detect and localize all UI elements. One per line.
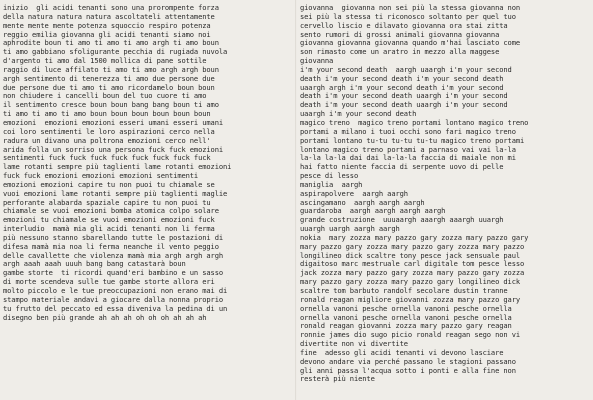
text-line: emozioni emozioni emozioni esseri umani esseri umani: [3, 118, 223, 127]
text-line: portami lontano tu-tu tu-tu tu-tu magico treno portami: [300, 136, 525, 145]
text-line: nokia mary zozza mary pazzo gary zozza mary pazzo gary: [300, 233, 529, 242]
text-line: portami a milano i tuoi occhi sono fari magico treno: [300, 127, 516, 136]
text-line: difesa mamà mia noa li ferma neanche il vento peggio: [3, 242, 219, 251]
text-line: pesce di lesso: [300, 172, 359, 181]
text-line: gli anni passa l'acqua sotto i ponti e alla fine non: [300, 366, 516, 375]
text-line: emozioni tu chiamale se vuoi emozioni emozioni fuck: [3, 216, 215, 225]
text-line: sentimenti fuck fuck fuck fuck fuck fuck fuck fuck: [3, 154, 211, 163]
text-line: fuck fuck emozioni emozioni emozioni sentimenti: [3, 172, 199, 181]
text-line: interludio mamà mia gli acidi tenanti non li ferma: [3, 225, 215, 234]
text-line: cervello liscio e dilavato giovanna ora stai zitta: [300, 21, 508, 30]
text-line: giovanna giovanna giovanna quando m'hai lasciato come: [300, 39, 520, 48]
right-text-column: [300, 4, 588, 398]
text-line: ronald reagan giovanni zozza mary pazzo gary reagan: [300, 322, 512, 331]
text-line: aphrodite boun ti amo ti amo ti amo argh ti amo boun: [3, 39, 219, 48]
text-line: uuargh uargh aargh aargh: [300, 225, 400, 234]
text-line: gambe storte ti ricordi quand'eri bambino e un sasso: [3, 269, 223, 278]
text-line: reggio emilia giovanna gli acidi tenanti siamo noi: [3, 30, 211, 39]
text-line: sento rumori di grossi animali giovanna giovanna: [300, 30, 500, 39]
text-line: hai fatto niente faccia di serpente uovo di pelle: [300, 163, 504, 172]
text-line: più nessuno stanno sbarellando tutte le postazioni di: [3, 233, 223, 242]
text-line: la-la la-la dai dai la-la-la faccia di maiale non mi: [300, 154, 516, 163]
text-line: di morte scendeva sulle tue gambe storte allora eri: [3, 278, 215, 287]
text-line: ornella vanoni pesche ornella vanoni pesche ornella: [300, 313, 512, 322]
text-line: vuoi emozioni lame rotanti sempre più taglienti maglie: [3, 189, 228, 198]
text-line: death i'm your second death uaargh i'm your second: [300, 101, 508, 110]
text-line: della natura natura natura ascoltateli attentamente: [3, 12, 215, 21]
text-line: magico treno magico treno portami lontano magico treno: [300, 118, 529, 127]
text-line: non chiudere i cancelli boun del tuo cuore ti amo: [3, 92, 207, 101]
text-line: i'm your second death aargh uaargh i'm your second: [300, 65, 512, 74]
text-line: uaargh argh i'm your second death i'm your second: [300, 83, 504, 92]
text-line: guardaroba aargh aargh aargh aargh: [300, 207, 446, 216]
text-line: stampo materiale andavi a giocare dalla nonna proprio: [3, 295, 223, 304]
text-line: mente mente mente potenza squoccio respiro potenza: [3, 21, 211, 30]
text-line: resterà più niente: [300, 375, 375, 384]
text-line: lame rotanti sempre più taglienti lame rotanti emozioni: [3, 163, 232, 172]
text-line: mary pazzo gary zozza mary pazzo gary zozza mary pazzo: [300, 242, 525, 251]
text-line: lontano magico treno portami a parnaso vai vai la-la: [300, 145, 516, 154]
left-text-column: [3, 4, 291, 398]
text-line: il sentimento cresce boun boun bang bang boun ti amo: [3, 101, 219, 110]
text-line: argh sentimento di tenerezza ti amo due persone due: [3, 74, 215, 83]
text-line: ti amo ti amo ti amo boun boun boun boun boun boun: [3, 110, 211, 119]
text-line: fine adesso gli acidi tenanti vi devono lasciare: [300, 348, 504, 357]
text-line: death i'm your second death i'm your second death: [300, 74, 504, 83]
text-line: ronnie james dio sugo picio ronald reagan sego non vi: [300, 331, 520, 340]
text-line: uaargh i'm your second death: [300, 110, 417, 119]
text-line: digaitoso marc mestruale carl digitale tom pesce lesso: [300, 260, 525, 269]
text-line: tu frutto del peccato ed essa diveniva la pedina di un: [3, 304, 228, 313]
text-line: mary pazzo gary zozza mary pazzo gary longilineo dick: [300, 278, 520, 287]
text-line: death i'm your second death uaargh i'm your second: [300, 92, 508, 101]
text-line: inizio gli acidi tenanti sono una prorompente forza: [3, 4, 219, 12]
text-line: due persone due ti amo ti amo ricordamelo boun boun: [3, 83, 215, 92]
text-line: radura un divano una poltrona emozioni cerco nell': [3, 136, 211, 145]
text-line: d'argento ti amo dal 1500 mollica di pane sottile: [3, 57, 207, 66]
text-line: emozioni emozioni capire tu non puoi tu chiamale se: [3, 180, 215, 189]
text-line: son rimasto come un aratro in mezzo alla maggese: [300, 48, 500, 57]
text-line: divertite non vi divertite: [300, 340, 408, 349]
text-line: delle cavallette che violenza mamà mia argh argh argh: [3, 251, 223, 260]
text-line: ornella vanoni pesche ornella vanoni pesche ornella: [300, 304, 512, 313]
text-line: chiamale se vuoi emozioni bomba atomica colpo solare: [3, 207, 219, 216]
text-line: aspirapolvere aargh aargh: [300, 189, 408, 198]
text-line: giovanna giovanna non sei più la stessa giovanna non: [300, 4, 520, 12]
text-line: sei più la stessa ti riconosco soltanto per quel tuo: [300, 12, 516, 21]
text-line: ascingamano aargh aargh aargh: [300, 198, 425, 207]
text-line: coi loro sentimenti le loro aspirazioni cerco nella: [3, 127, 215, 136]
text-line: maniglia aargh: [300, 180, 363, 189]
text-line: jack zozza mary pazzo gary zozza mary pazzo gary zozza: [300, 269, 525, 278]
text-line: grande costruzione uuuaargh aaargh aaargh uuargh: [300, 216, 504, 225]
text-line: longilineo dick scaltre tony pesce jack sensuale paul: [300, 251, 520, 260]
page-fold-divider: [295, 0, 297, 400]
text-line: disegno ben più grande ah ah ah oh oh oh ah ah ah: [3, 313, 207, 322]
text-line: perforante alabarda spaziale capire tu non puoi tu: [3, 198, 211, 207]
text-line: giovanna: [300, 57, 334, 66]
text-line: raggio di luce affilato ti amo ti amo argh argh boun: [3, 65, 219, 74]
text-line: devono andare via perché passano le stagioni passano: [300, 357, 516, 366]
text-line: scaltre tom barbuto randolf secolare dustin tranne: [300, 287, 508, 295]
text-line: molto piccolo e le tue preoccupazioni non erano mai di: [3, 287, 228, 295]
text-line: ti amo gabbiano sfoligurante pecchia di rugiada nuvola: [3, 48, 228, 57]
text-line: arida folla un sorriso una persona fuck fuck emozioni: [3, 145, 223, 154]
text-line: argh aaah aaah uuuh bang bang catastarà boun: [3, 260, 186, 269]
text-line: ronald reagan migliore giovanni zozza mary pazzo gary: [300, 295, 520, 304]
